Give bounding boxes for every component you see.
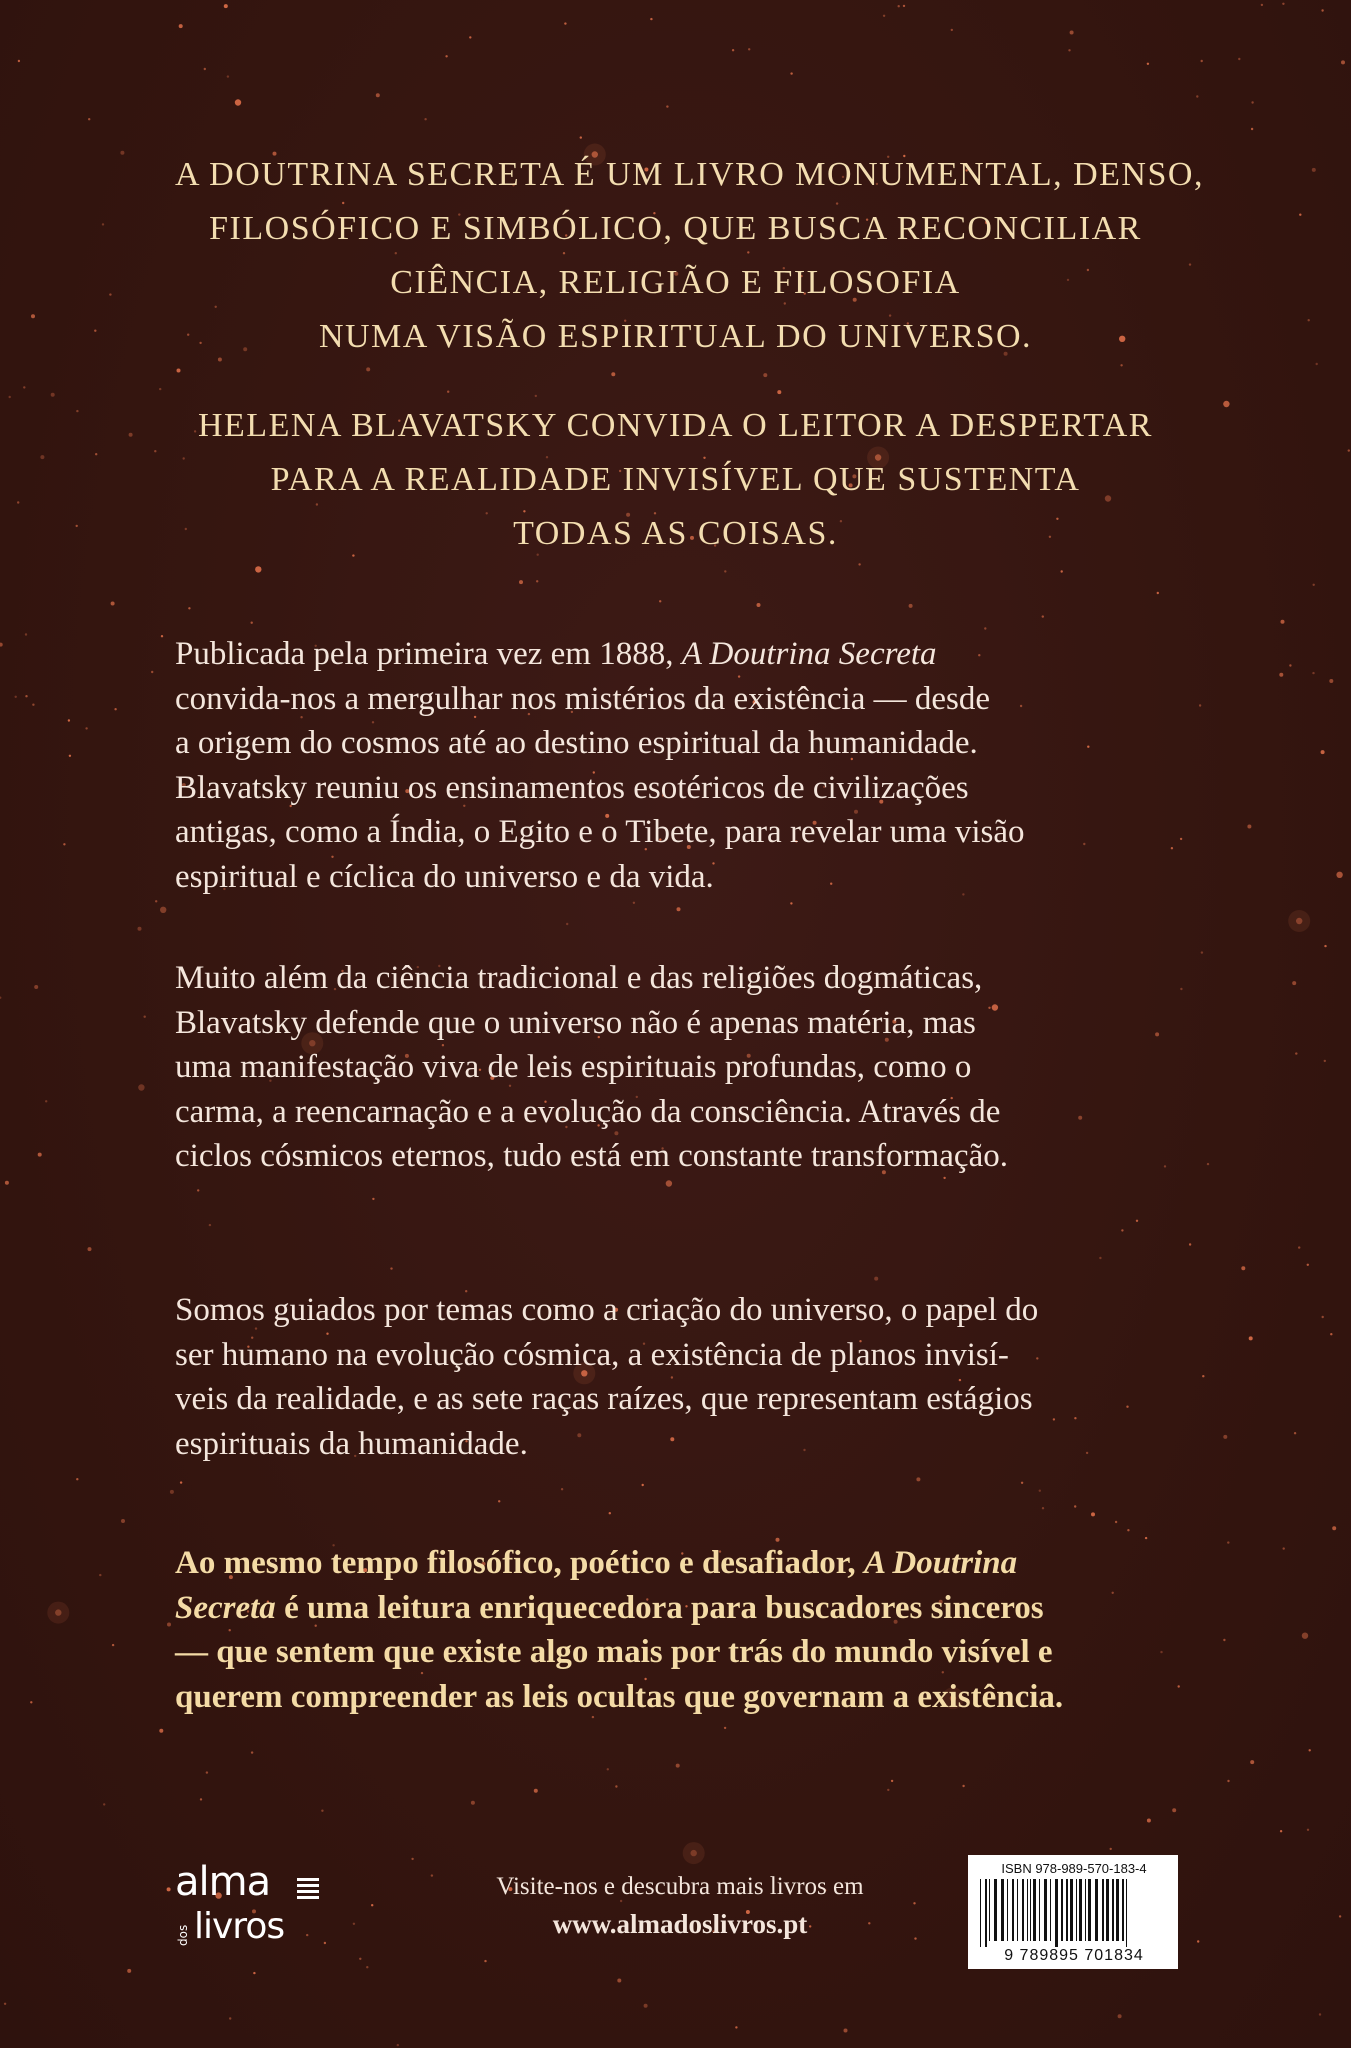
star-dot — [88, 1247, 92, 1251]
barcode-bar — [1102, 1879, 1104, 1941]
star-dot — [1321, 9, 1323, 11]
closing-line: Ao mesmo tempo filosófico, poético e desafiador, A Doutrina — [175, 1545, 1018, 1581]
publisher-website-block — [400, 1870, 960, 1944]
star-dot — [88, 118, 90, 120]
star-dot — [1299, 214, 1301, 216]
star-dot — [1201, 951, 1203, 953]
star-dot — [155, 900, 157, 902]
star-dot — [1197, 1940, 1199, 1942]
star-dot — [424, 118, 426, 120]
star-dot — [898, 5, 900, 7]
intro-line: HELENA BLAVATSKY CONVIDA O LEITOR A DESPERTAR — [197, 407, 1153, 444]
star-dot — [1321, 750, 1325, 754]
logo-word-livros: livros — [194, 1906, 285, 1947]
body-line: espiritual e cíclica do universo e da vida. — [175, 858, 714, 895]
star-dot — [1199, 704, 1201, 706]
star-dot — [321, 1810, 323, 1812]
star-dot — [51, 393, 55, 397]
star-dot — [25, 633, 27, 635]
star-dot — [1247, 825, 1251, 829]
star-dot — [1319, 2013, 1321, 2015]
barcode-bar — [1061, 1879, 1063, 1941]
barcode-bar — [1027, 1879, 1028, 1941]
barcode-bar — [1022, 1879, 1024, 1941]
book-title-italic: A Doutrina Secreta — [681, 636, 937, 672]
star-dot — [642, 1484, 644, 1486]
star-dot — [1302, 1633, 1308, 1639]
star-dot — [1324, 945, 1326, 947]
closing-line: querem compreender as leis ocultas que governam a existência. — [175, 1678, 1064, 1715]
star-dot — [951, 29, 953, 31]
star-dot — [251, 1751, 253, 1753]
star-dot — [95, 453, 97, 455]
star-dot — [359, 1958, 361, 1960]
barcode-bar — [1112, 1879, 1114, 1941]
star-dot — [609, 1512, 611, 1514]
star-dot — [1202, 1375, 1204, 1377]
star-dot — [617, 1979, 621, 1983]
star-dot — [564, 22, 566, 24]
star-dot — [887, 1789, 889, 1791]
star-dot — [23, 386, 25, 388]
barcode-icon — [976, 1879, 1170, 1947]
star-dot — [1180, 838, 1182, 840]
barcode-digits: 9 789895 701834 — [1004, 1947, 1144, 1964]
star-dot — [31, 314, 35, 318]
body-line: ciclos cósmicos eternos, tudo está em constante transformação. — [175, 1138, 1008, 1175]
star-dot — [1309, 1749, 1311, 1751]
body-line: antigas, como a Índia, o Egito e o Tibete, para revelar uma visão — [175, 814, 1025, 851]
body-line: convida-nos a mergulhar nos mistérios da existência — desde — [175, 680, 991, 717]
body-line: veis da realidade, e as sete raças raízes, que representam estágios — [175, 1381, 1033, 1418]
star-dot — [397, 2044, 399, 2046]
star-dot — [916, 1477, 920, 1481]
star-dot — [469, 36, 471, 38]
star-dot — [63, 843, 65, 845]
star-dot — [1280, 1830, 1282, 1832]
star-dot — [25, 695, 27, 697]
barcode-bar — [1085, 1879, 1086, 1941]
star-dot — [1189, 1243, 1191, 1245]
star-dot — [484, 1960, 486, 1962]
barcode-bar — [989, 1879, 990, 1941]
star-dot — [1241, 1266, 1245, 1270]
star-dot — [1068, 49, 1070, 51]
star-dot — [159, 1729, 163, 1733]
star-dot — [372, 1198, 374, 1200]
star-dot — [1178, 1685, 1180, 1687]
star-dot — [1336, 872, 1342, 878]
body-paragraph-2 — [175, 956, 1176, 1179]
star-dot — [1282, 3, 1284, 5]
star-dot — [1147, 63, 1149, 65]
star-dot — [206, 1771, 208, 1773]
star-dot — [566, 923, 568, 925]
logo-books-icon — [297, 1878, 319, 1900]
barcode-bar — [1017, 1879, 1018, 1941]
star-dot — [144, 1016, 146, 1018]
barcode-bar — [1012, 1879, 1014, 1941]
star-dot — [1251, 128, 1253, 130]
star-dot — [127, 1969, 131, 1973]
star-dot — [536, 580, 538, 582]
star-dot — [1281, 620, 1285, 624]
star-dot — [666, 105, 668, 107]
star-dot — [120, 151, 124, 155]
star-dot — [1223, 1435, 1227, 1439]
star-dot — [180, 1481, 182, 1483]
star-dot — [666, 1180, 672, 1186]
star-dot — [1099, 1257, 1101, 1259]
star-dot — [154, 450, 156, 452]
star-dot — [534, 1789, 538, 1793]
star-dot — [18, 60, 20, 62]
barcode-bar — [1050, 1879, 1051, 1941]
star-dot — [76, 410, 78, 412]
star-dot — [1322, 1316, 1324, 1318]
star-dot — [1308, 319, 1310, 321]
website-link[interactable]: www.almadoslivros.pt — [552, 1909, 808, 1939]
star-dot — [17, 501, 19, 503]
barcode-bar — [985, 1879, 987, 1947]
star-dot — [447, 391, 449, 393]
star-dot — [1074, 1505, 1076, 1507]
star-dot — [1238, 58, 1240, 60]
visit-text: Visite-nos e descubra mais livros em — [496, 1873, 864, 1900]
star-dot — [858, 563, 860, 565]
body-line: ser humano na evolução cósmica, a existência de planos invisí- — [175, 1336, 1009, 1373]
star-dot — [160, 907, 166, 913]
star-dot — [1172, 1808, 1176, 1812]
intro-line: A DOUTRINA SECRETA É UM LIVRO MONUMENTAL, DENSO, — [175, 156, 1204, 193]
body-line: uma manifestação viva de leis espirituais profundas, como o — [175, 1049, 972, 1086]
star-dot — [129, 433, 133, 437]
star-dot — [1121, 1229, 1123, 1231]
star-glow — [1288, 910, 1310, 932]
book-title-italic: A Doutrina — [863, 1545, 1018, 1581]
star-dot — [724, 570, 726, 572]
star-dot — [611, 372, 615, 376]
star-dot — [909, 604, 913, 608]
star-dot — [1332, 1526, 1336, 1530]
star-dot — [1223, 1639, 1225, 1641]
star-dot — [411, 1858, 413, 1860]
star-dot — [607, 1768, 609, 1770]
star-dot — [103, 1803, 105, 1805]
star-dot — [676, 1764, 680, 1768]
star-dot — [5, 1181, 9, 1185]
star-dot — [229, 2017, 231, 2019]
closing-paragraph — [175, 1541, 1176, 1719]
star-dot — [151, 671, 153, 673]
star-dot — [209, 1224, 211, 1226]
star-dot — [224, 4, 228, 8]
star-dot — [1157, 592, 1159, 594]
star-dot — [445, 55, 447, 57]
star-dot — [255, 566, 261, 572]
star-dot — [34, 985, 38, 989]
star-dot — [1312, 168, 1316, 172]
star-dot — [1307, 1264, 1309, 1266]
star-dot — [390, 1267, 392, 1269]
star-dot — [38, 1153, 42, 1157]
star-dot — [1207, 1163, 1209, 1165]
star-dot — [1292, 981, 1296, 985]
intro-line: FILOSÓFICO E SIMBÓLICO, QUE BUSCA RECONCILIAR — [209, 210, 1142, 247]
star-glow — [683, 1842, 705, 1864]
star-glow — [47, 1602, 69, 1624]
star-dot — [1249, 1336, 1253, 1340]
barcode-bar — [1076, 1879, 1077, 1941]
barcode-bar — [1126, 1879, 1127, 1947]
barcode-bar — [1066, 1879, 1068, 1941]
star-dot — [1042, 1507, 1044, 1509]
star-dot — [763, 373, 767, 377]
star-dot — [659, 600, 661, 602]
closing-line: — que sentem que existe algo mais por trás do mundo visível e — [175, 1634, 1053, 1671]
star-dot — [844, 2029, 848, 2033]
barcode-bar — [1039, 1879, 1040, 1941]
star-dot — [376, 93, 380, 97]
star-dot — [777, 390, 781, 394]
star-dot — [69, 755, 71, 757]
star-dot — [1295, 1052, 1297, 1054]
star-dot — [1339, 1915, 1341, 1917]
star-dot — [1070, 31, 1074, 35]
star-dot — [324, 1942, 326, 1944]
star-dot — [138, 927, 142, 931]
star-dot — [580, 136, 582, 138]
star-dot — [724, 1727, 726, 1729]
star-dot — [1283, 1547, 1285, 1549]
star-dot — [1227, 1541, 1229, 1543]
star-dot — [1136, 1220, 1138, 1222]
star-dot — [1330, 1333, 1332, 1335]
body-line: Blavatsky defende que o universo não é apenas matéria, mas — [175, 1004, 976, 1041]
barcode-bar — [1001, 1879, 1004, 1941]
book-title-italic: Secreta — [175, 1589, 276, 1626]
star-dot — [200, 1798, 202, 1800]
barcode-bar — [1033, 1879, 1036, 1941]
star-dot — [903, 5, 905, 7]
star-dot — [161, 635, 163, 637]
body-line: Somos guiados por temas como a criação do universo, o papel do — [175, 1292, 1039, 1328]
star-dot — [1307, 1829, 1309, 1831]
barcode-bar — [1044, 1879, 1047, 1941]
intro-line: NUMA VISÃO ESPIRITUAL DO UNIVERSO. — [318, 318, 1033, 355]
star-dot — [1313, 584, 1315, 586]
star-dot — [615, 1785, 617, 1787]
star-dot — [535, 395, 537, 397]
body-line: Muito além da ciência tradicional e das religiões dogmáticas, — [175, 960, 983, 996]
star-dot — [121, 1519, 125, 1523]
star-dot — [650, 18, 652, 20]
body-line: carma, a reencarnação e a evolução da consciência. Através de — [175, 1093, 1001, 1130]
star-dot — [30, 1701, 32, 1703]
star-dot — [471, 1801, 475, 1805]
intro-paragraph-2 — [175, 399, 1176, 561]
star-dot — [1180, 988, 1182, 990]
star-dot — [1316, 363, 1318, 365]
barcode-bar — [1079, 1879, 1082, 1941]
barcode-bar — [994, 1879, 997, 1941]
body-paragraph-3 — [175, 1288, 1176, 1466]
star-dot — [1021, 1482, 1023, 1484]
star-dot — [40, 455, 44, 459]
logo-word-dos: dos — [176, 1924, 190, 1946]
star-dot — [227, 75, 229, 77]
star-dot — [1039, 1490, 1041, 1492]
star-dot — [757, 603, 761, 607]
star-dot — [1042, 615, 1044, 617]
star-dot — [1189, 263, 1191, 265]
barcode-bar — [1106, 1879, 1109, 1941]
star-dot — [748, 48, 750, 50]
star-dot — [366, 1966, 368, 1968]
barcode-bar — [1070, 1879, 1073, 1941]
star-dot — [1312, 672, 1314, 674]
closing-line: Secreta é uma leitura enriquecedora para buscadores sinceros — [175, 1589, 1044, 1626]
star-dot — [561, 1488, 563, 1490]
star-dot — [1061, 570, 1063, 572]
publisher-logo — [172, 1860, 312, 1950]
star-dot — [644, 2004, 648, 2008]
star-dot — [1324, 1060, 1326, 1062]
barcode-bar — [980, 1879, 981, 1947]
star-dot — [984, 627, 986, 629]
star-dot — [1329, 679, 1333, 683]
star-dot — [1196, 95, 1198, 97]
star-dot — [1223, 401, 1229, 407]
star-dot — [167, 1623, 171, 1627]
barcode-bar — [1030, 1879, 1031, 1941]
star-dot — [167, 1887, 171, 1891]
barcode-bar — [1088, 1879, 1091, 1941]
star-dot — [883, 15, 885, 17]
star-dot — [111, 602, 115, 606]
star-dot — [1348, 449, 1350, 451]
star-dot — [235, 99, 241, 105]
star-dot — [962, 1785, 964, 1787]
star-dot — [1145, 1537, 1147, 1539]
logo-word-alma: alma — [175, 1859, 271, 1905]
star-dot — [519, 580, 523, 584]
star-dot — [85, 727, 87, 729]
star-dot — [76, 1478, 78, 1480]
star-dot — [371, 1904, 373, 1906]
body-line: espirituais da humanidade. — [175, 1425, 528, 1462]
star-dot — [1250, 1760, 1254, 1764]
star-dot — [891, 1780, 893, 1782]
star-dot — [633, 902, 635, 904]
intro-line: PARA A REALIDADE INVISÍVEL QUE SUSTENTA — [270, 461, 1081, 498]
star-dot — [1110, 1848, 1112, 1850]
isbn-barcode — [968, 1855, 1178, 1969]
star-dot — [188, 607, 190, 609]
star-dot — [874, 1277, 878, 1281]
barcode-bar — [1122, 1879, 1124, 1941]
star-dot — [114, 708, 116, 710]
star-dot — [1227, 1780, 1229, 1782]
star-dot — [159, 388, 161, 390]
star-dot — [68, 719, 70, 721]
star-dot — [251, 622, 253, 624]
intro-line: CIÊNCIA, RELIGIÃO E FILOSOFIA — [390, 264, 961, 301]
star-dot — [0, 643, 3, 647]
star-dot — [1201, 60, 1203, 62]
star-dot — [253, 1972, 255, 1974]
star-dot — [1115, 1521, 1117, 1523]
star-dot — [790, 72, 792, 74]
star-dot — [76, 525, 78, 527]
star-dot — [498, 1500, 500, 1502]
star-dot — [732, 49, 734, 51]
star-dot — [0, 997, 1, 999]
star-dot — [1261, 4, 1263, 6]
star-dot — [790, 902, 792, 904]
star-dot — [1118, 2014, 1122, 2018]
star-dot — [109, 293, 111, 295]
star-dot — [1147, 1819, 1151, 1823]
star-dot — [677, 907, 681, 911]
star-dot — [197, 1189, 199, 1191]
star-dot — [1341, 60, 1345, 64]
barcode-bar — [1055, 1879, 1058, 1947]
star-dot — [204, 68, 206, 70]
star-dot — [170, 1490, 174, 1494]
star-dot — [735, 2026, 737, 2028]
star-dot — [1294, 1432, 1296, 1434]
star-dot — [1127, 1529, 1129, 1531]
isbn-label: ISBN 978-989-570-183-4 — [1001, 1861, 1147, 1876]
star-dot — [15, 696, 17, 698]
body-line: Publicada pela primeira vez em 1888, A Doutrina Secreta — [175, 636, 937, 672]
star-dot — [9, 396, 11, 398]
star-dot — [99, 1574, 101, 1576]
barcode-bar — [1116, 1879, 1119, 1941]
star-dot — [177, 369, 181, 373]
star-dot — [1120, 364, 1122, 366]
star-dot — [32, 704, 34, 706]
barcode-bar — [1007, 1879, 1008, 1941]
star-dot — [102, 223, 104, 225]
star-dot — [1091, 1512, 1095, 1516]
barcode-bar — [1095, 1879, 1098, 1941]
star-dot — [1289, 664, 1291, 666]
star-dot — [353, 1923, 355, 1925]
body-paragraph-1 — [175, 632, 1176, 900]
intro-line: TODAS AS COISAS. — [513, 515, 838, 552]
star-dot — [4, 2003, 6, 2005]
star-dot — [45, 1100, 47, 1102]
star-dot — [94, 330, 96, 332]
star-dot — [1251, 101, 1253, 103]
star-dot — [179, 24, 183, 28]
star-dot — [112, 1644, 114, 1646]
star-dot — [1298, 1246, 1300, 1248]
star-dot — [1279, 673, 1283, 677]
intro-paragraph-1 — [175, 148, 1204, 364]
star-dot — [138, 1084, 144, 1090]
body-line: Blavatsky reuniu os ensinamentos esotéricos de civilizações — [175, 769, 969, 806]
body-line: a origem do cosmos até ao destino espiritual da humanidade. — [175, 725, 978, 762]
star-dot — [366, 367, 370, 371]
